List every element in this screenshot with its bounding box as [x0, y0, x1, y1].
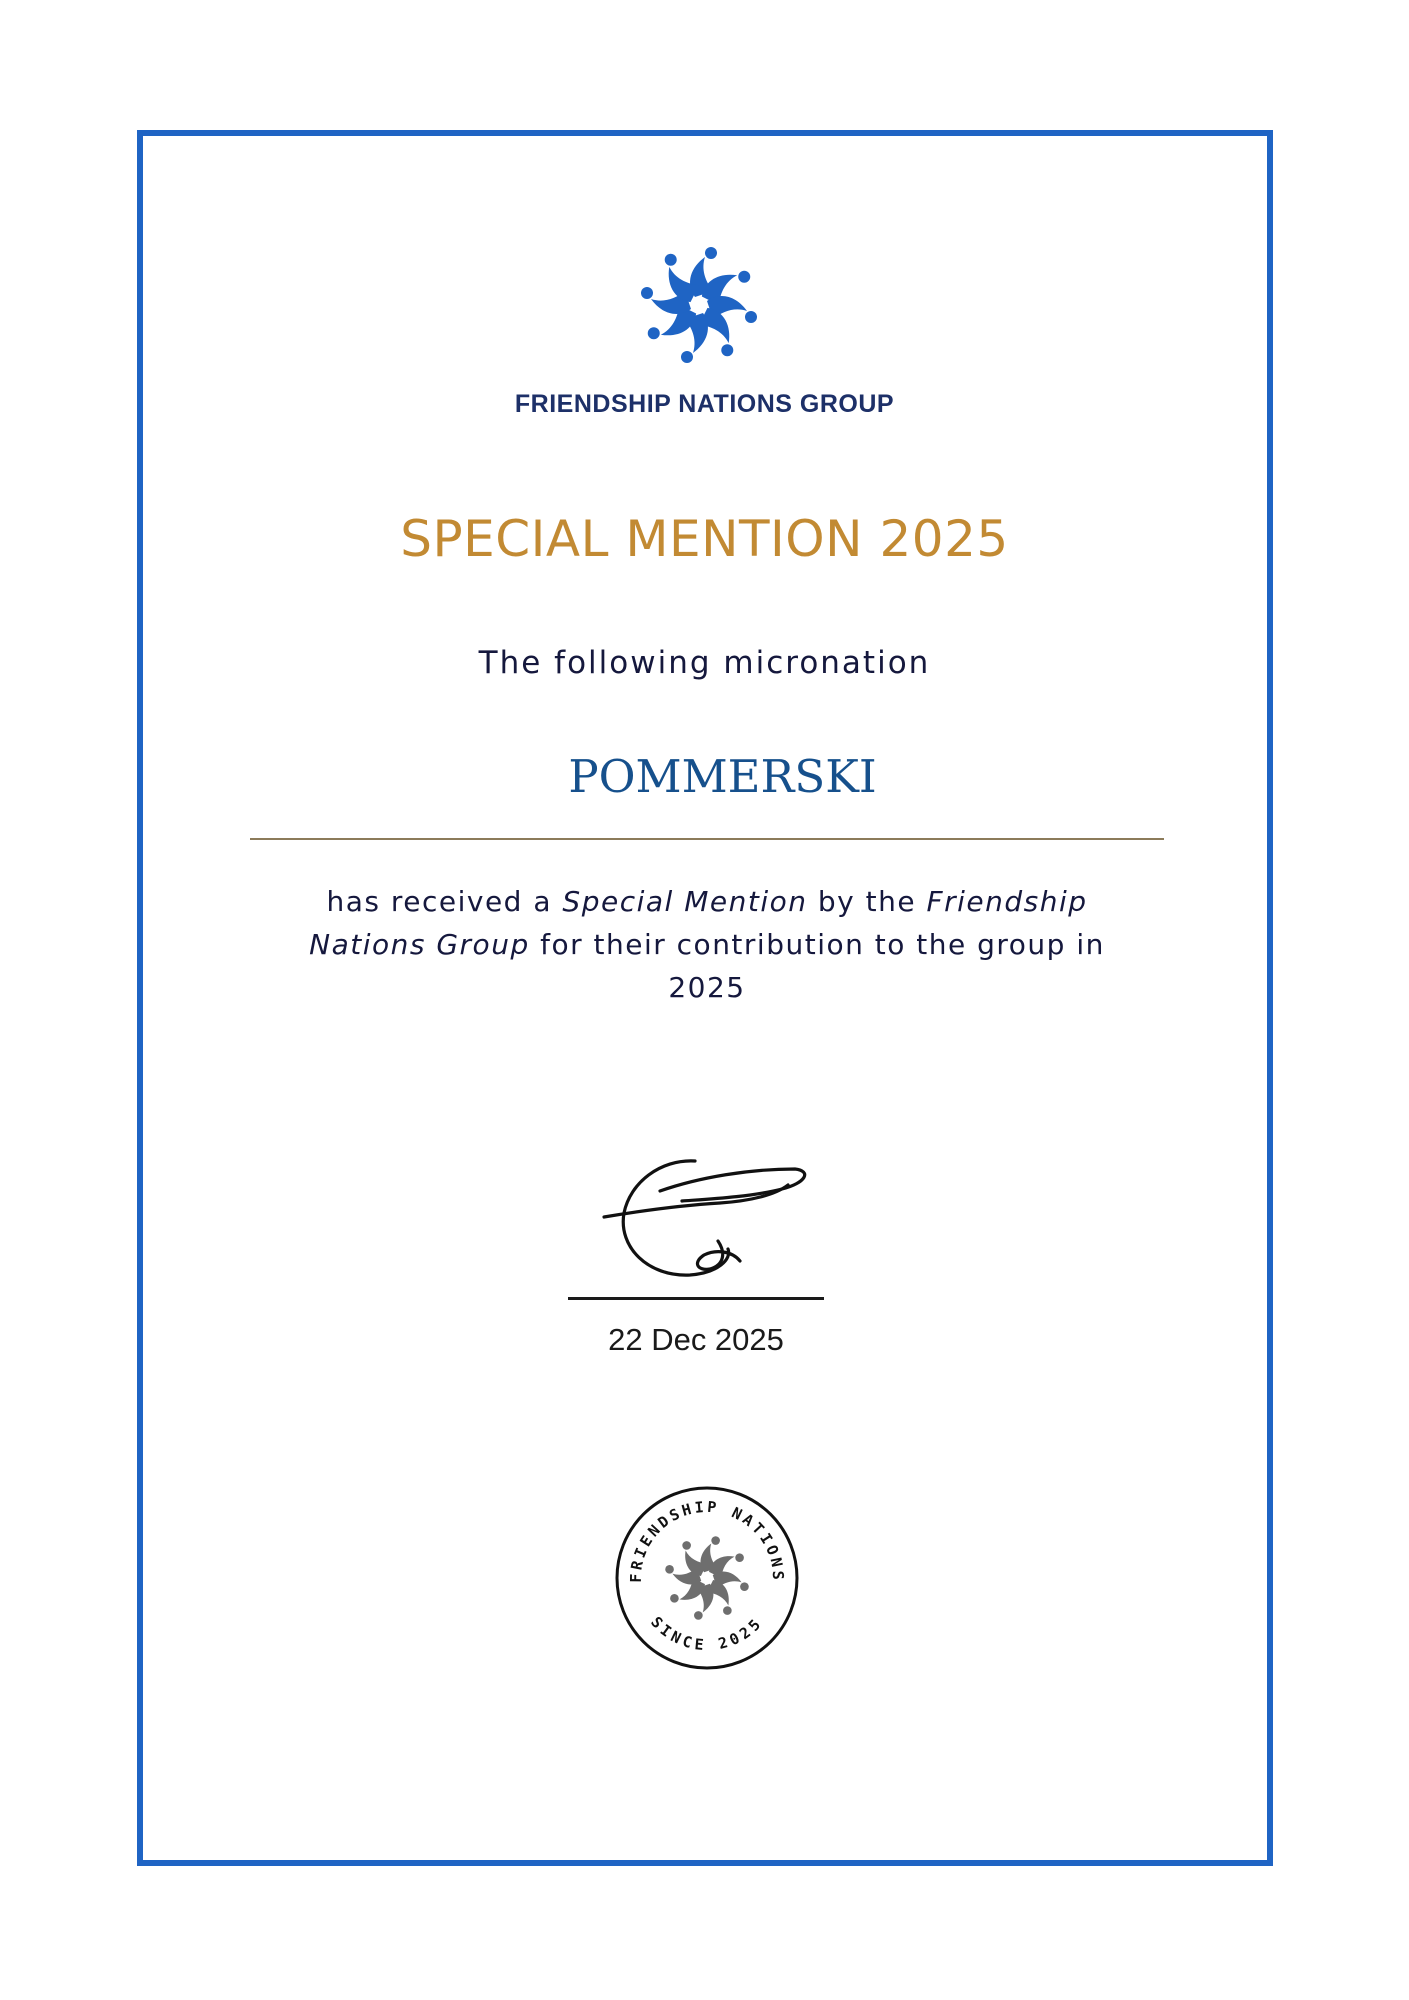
citation-part-2: by the [807, 885, 927, 918]
recipient-name: POMMERSKI [568, 750, 877, 803]
award-name: Special Mention [562, 885, 808, 918]
seal-top-text: FRIENDSHIP NATIONS [626, 1497, 788, 1583]
organization-name: FRIENDSHIP NATIONS GROUP [514, 390, 895, 418]
citation-part-3: for their contribution to the group in 2025 [529, 928, 1105, 1004]
group-name: Friendship Nations Group [309, 885, 1088, 961]
friendship-nations-seal [612, 1483, 802, 1673]
certificate-title: SPECIAL MENTION 2025 [400, 510, 1009, 568]
citation-part-1: has received a [326, 885, 563, 918]
signature-image [600, 1155, 820, 1285]
divider-line [250, 838, 1164, 840]
seal-bottom-text: SINCE 2025 [647, 1612, 767, 1655]
signature-line [568, 1297, 824, 1300]
citation-text [280, 880, 1134, 1009]
intro-text: The following micronation [478, 645, 931, 681]
signature-date: 22 Dec 2025 [608, 1322, 784, 1357]
people-wreath-logo-icon [634, 240, 764, 370]
